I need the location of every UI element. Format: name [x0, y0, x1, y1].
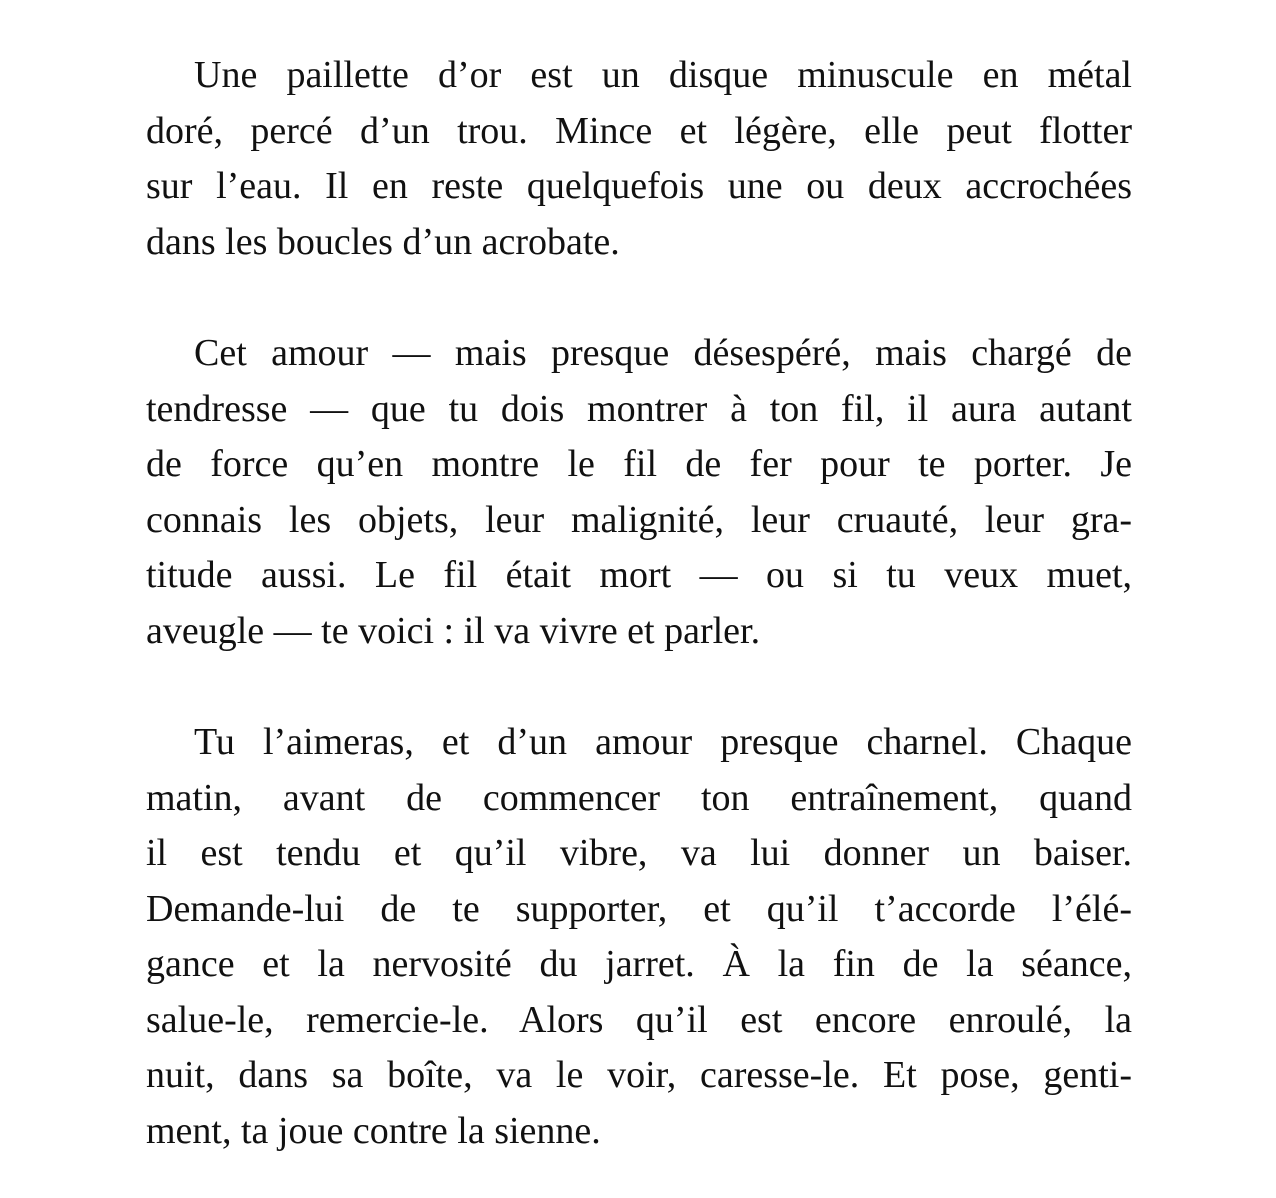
text-line: ment, ta joue contre la sienne.: [146, 1109, 601, 1152]
document-page: [146, 48, 1132, 1159]
text-line: nuit, dans sa boîte, va le voir, caresse-le. Et pose, genti-: [146, 1054, 1132, 1096]
paragraph-3: [146, 715, 1132, 1159]
paragraph-2: [146, 326, 1132, 659]
text-line: Une paillette d’or est un disque minuscule en métal: [194, 54, 1132, 96]
text-line: de force qu’en montre le fil de fer pour te porter. Je: [146, 443, 1132, 485]
text-line: sur l’eau. Il en reste quelquefois une ou deux accrochées: [146, 165, 1132, 207]
text-line: Demande-lui de te supporter, et qu’il t’accorde l’élé-: [146, 887, 1132, 930]
paragraph-1: [146, 48, 1132, 270]
text-line: aveugle — te voici : il va vivre et parler.: [146, 609, 761, 652]
text-line: doré, percé d’un trou. Mince et légère, elle peut flotter: [146, 109, 1132, 152]
text-line: il est tendu et qu’il vibre, va lui donner un baiser.: [146, 832, 1132, 874]
text-line: Cet amour — mais presque désespéré, mais chargé de: [194, 332, 1132, 374]
text-line: tendresse — que tu dois montrer à ton fil, il aura autant: [146, 387, 1132, 430]
text-line: gance et la nervosité du jarret. À la fin de la séance,: [146, 943, 1132, 985]
text-line: matin, avant de commencer ton entraînement, quand: [146, 776, 1132, 819]
text-line: titude aussi. Le fil était mort — ou si tu veux muet,: [146, 554, 1132, 596]
text-line: connais les objets, leur malignité, leur cruauté, leur gra-: [146, 498, 1132, 541]
text-line: dans les boucles d’un acrobate.: [146, 220, 620, 263]
text-line: Tu l’aimeras, et d’un amour presque charnel. Chaque: [194, 721, 1132, 763]
text-line: salue-le, remercie-le. Alors qu’il est encore enroulé, la: [146, 998, 1132, 1041]
